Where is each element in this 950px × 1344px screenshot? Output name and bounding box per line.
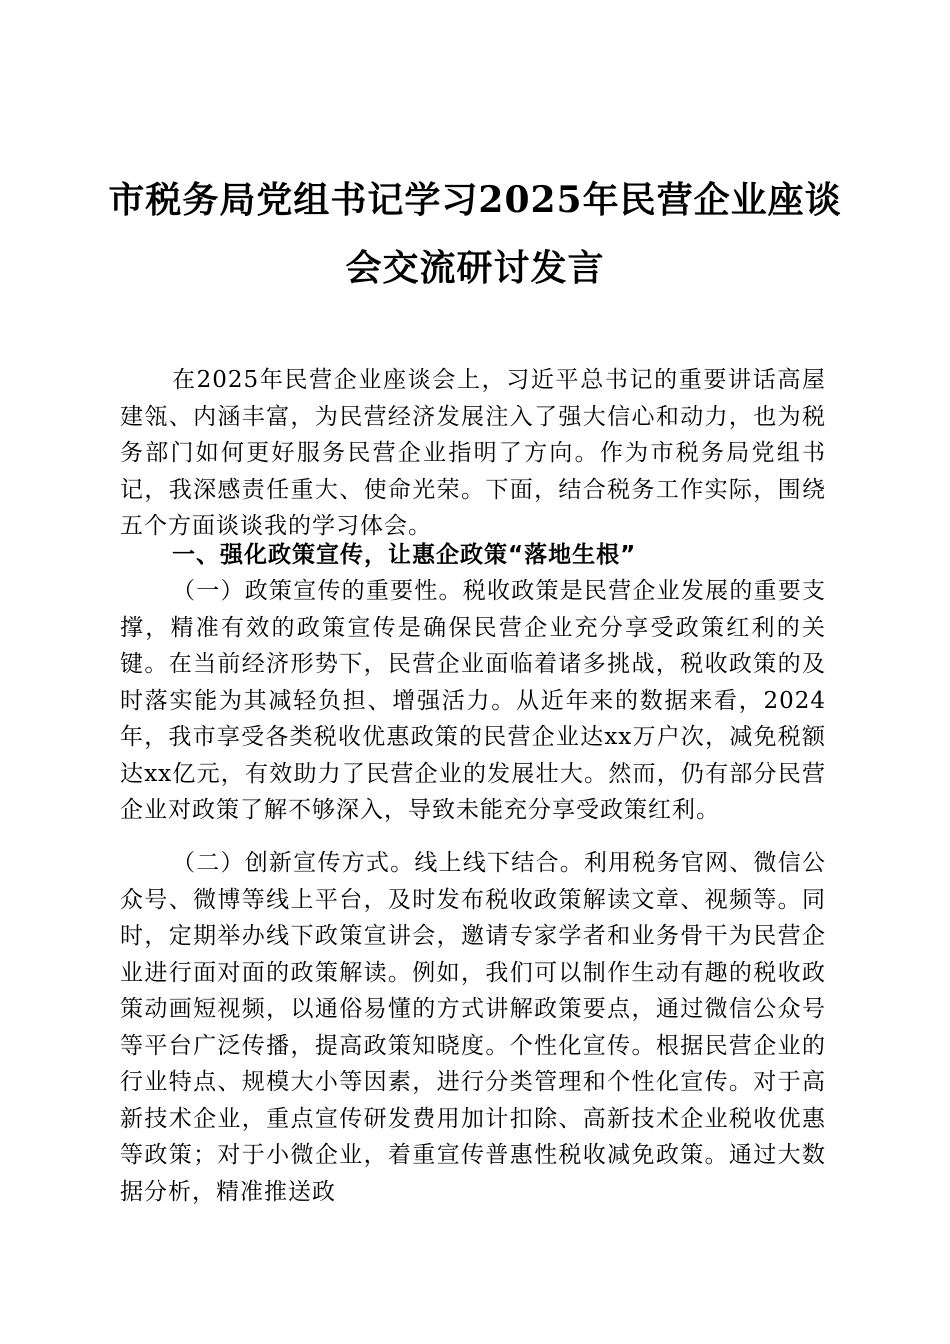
subsection-2-lead: （二）创新宣传方式。 bbox=[172, 850, 415, 876]
subsection-1-body: 税收政策是民营企业发展的重要支撑，精准有效的政策宣传是确保民营企业充分享受政策红利的关键。在当前经济形势下，民营企业面临着诸多挑战，税收政策的及时落实能为其减轻负担、增强活力。从近年来的数据来看，2024年，我市享受各类税收优惠政策的民营企业达xx万户次，减免税额达xx亿元，有效助力了民营企业的发展壮大。然而，仍有部分民营企业对政策了解不够深入，导致未能充分享受政策红利。 bbox=[120, 578, 827, 823]
subsection-2-paragraph bbox=[120, 845, 826, 1210]
subsection-2-body: 线上线下结合。利用税务官网、微信公众号、微博等线上平台，及时发布税收政策解读文章、视频等。同时，定期举办线下政策宣讲会，邀请专家学者和业务骨干为民营企业进行面对面的政策解读。例如，我们可以制作生动有趣的税收政策动画短视频，以通俗易懂的方式讲解政策要点，通过微信公众号等平台广泛传播，提高政策知晓度。个性化宣传。根据民营企业的行业特点、规模大小等因素，进行分类管理和个性化宣传。对于高新技术企业，重点宣传研发费用加计扣除、高新技术企业税收优惠等政策；对于小微企业，着重宣传普惠性税收减免政策。通过大数据分析，精准推送政 bbox=[120, 850, 827, 1205]
subsection-1-lead: （一）政策宣传的重要性。 bbox=[172, 578, 463, 604]
section-heading-1: 一、强化政策宣传，让惠企政策“落地生根” bbox=[172, 542, 637, 568]
intro-paragraph: 在2025年民营企业座谈会上，习近平总书记的重要讲话高屋建瓴、内涵丰富，为民营经济发展注入了强大信心和动力，也为税务部门如何更好服务民营企业指明了方向。作为市税务局党组书记，我深感责任重大、使命光荣。下面，结合税务工作实际，围绕五个方面谈谈我的学习体会。 bbox=[120, 367, 826, 539]
document-title-line-2: 会交流研讨发言 bbox=[345, 247, 605, 289]
document-title-line-1: 市税务局党组书记学习2025年民营企业座谈 bbox=[108, 179, 842, 221]
subsection-1-paragraph bbox=[120, 573, 826, 829]
